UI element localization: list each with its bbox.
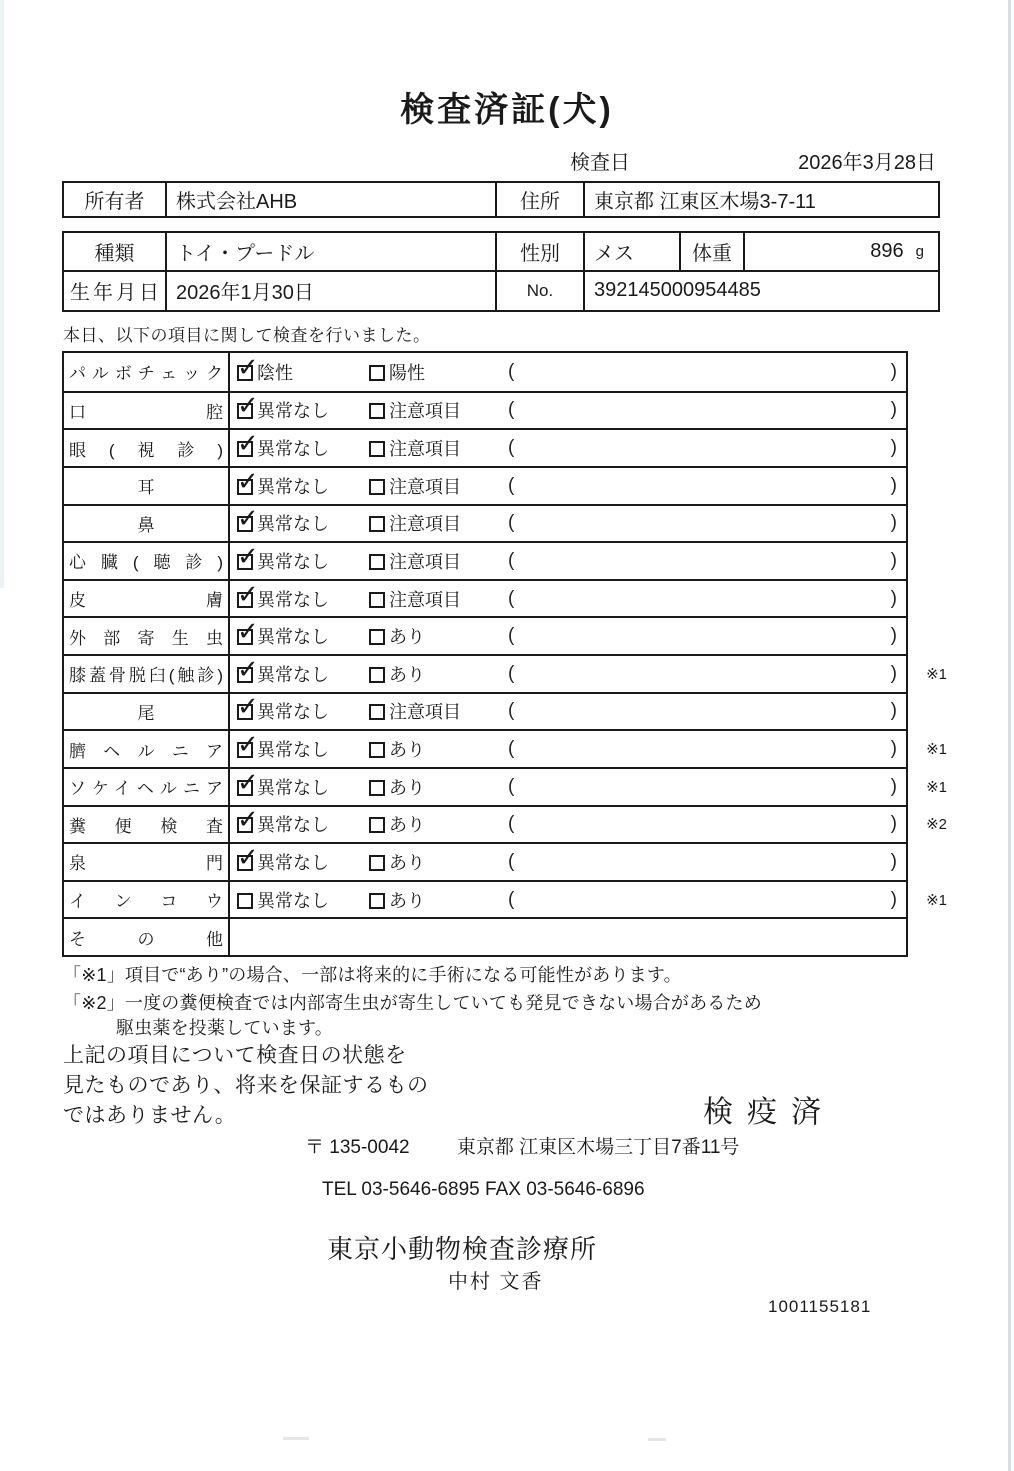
paren-open: ( (508, 700, 515, 722)
exam-option-label: 注意項目 (389, 551, 461, 572)
exam-option-label: 異常なし (257, 815, 329, 836)
exam-option (237, 811, 329, 837)
exam-row (64, 428, 906, 466)
veterinarian-name: 中村 文香 (448, 1271, 544, 1293)
exam-row (64, 767, 947, 805)
paren-close: ) (890, 888, 897, 910)
paren-close: ) (890, 813, 897, 835)
sex-value: メス (585, 233, 681, 270)
exam-row (64, 880, 947, 918)
exam-row (64, 579, 906, 617)
exam-option (369, 887, 425, 913)
exam-option-label: 異常なし (257, 702, 329, 723)
exam-item-label: 臍ヘルニア (64, 731, 230, 767)
quarantine-stamp: 検疫済 (703, 1096, 835, 1129)
exam-option (369, 698, 461, 724)
paren-close: ) (890, 474, 897, 496)
breed-label: 種類 (64, 233, 167, 270)
owner-table (62, 181, 940, 218)
exam-item-label: 心臓(聴診) (64, 543, 230, 579)
exam-option-label: あり (389, 777, 425, 798)
exam-option-label: 異常なし (257, 777, 329, 798)
paren-close: ) (890, 850, 897, 872)
exam-option (237, 887, 329, 913)
exam-option-label: 異常なし (257, 439, 329, 460)
exam-option (369, 736, 425, 762)
exam-row-content (230, 769, 947, 805)
sex-label: 性別 (497, 233, 585, 270)
exam-row-content (230, 393, 906, 429)
exam-row (64, 842, 906, 880)
checkbox-icon (369, 592, 385, 608)
exam-item-label: 耳 (64, 468, 230, 504)
owner-value: 株式会社AHB (167, 183, 497, 216)
checkbox-icon (369, 742, 385, 758)
paren-close: ) (890, 738, 897, 760)
exam-option-label: あり (389, 664, 425, 685)
checkbox-icon (369, 365, 385, 381)
clinic-address: 東京都 江東区木場三丁目7番11号 (456, 1137, 740, 1158)
checkbox-icon (369, 479, 385, 495)
checkbox-icon (369, 817, 385, 833)
note-ref: ※1 (926, 741, 947, 759)
checkbox-icon (369, 516, 385, 532)
exam-option (237, 359, 293, 385)
exam-item-label: 糞便検査 (64, 807, 230, 843)
checkbox-checked-icon (237, 855, 253, 871)
exam-option (369, 435, 461, 461)
exam-option-label: 注意項目 (389, 476, 461, 497)
paren-close: ) (890, 399, 897, 421)
exam-option (237, 736, 329, 762)
exam-option-label: 異常なし (257, 627, 329, 648)
address-value: 東京都 江東区木場3-7-11 (594, 191, 816, 213)
exam-option (369, 510, 461, 536)
exam-option-label: 異常なし (257, 401, 329, 422)
exam-option-label: あり (389, 852, 425, 873)
paren-open: ( (508, 474, 515, 496)
exam-option-label: 異常なし (257, 551, 329, 572)
checkbox-checked-icon (237, 592, 253, 608)
exam-option (369, 811, 425, 837)
exam-option (369, 473, 461, 499)
exam-option (237, 397, 329, 423)
exam-option-label: 注意項目 (389, 439, 461, 460)
owner-label: 所有者 (64, 183, 167, 216)
paren-close: ) (890, 625, 897, 647)
exam-row (64, 466, 906, 504)
exam-row (64, 917, 906, 955)
exam-option (237, 510, 329, 536)
footnote-2-line1: 「※2」一度の糞便検査では内部寄生虫が寄生していても発見できない場合があるため (63, 993, 762, 1013)
checkbox-checked-icon (237, 780, 253, 796)
pet-info-table (62, 231, 940, 312)
note-ref: ※2 (926, 816, 947, 834)
exam-option-label: 異常なし (257, 740, 329, 761)
paren-close: ) (890, 587, 897, 609)
exam-item-label: 尾 (64, 694, 230, 730)
exam-item-label: 眼(視診) (64, 430, 230, 466)
checkbox-icon (369, 780, 385, 796)
exam-option-label: 異常なし (257, 890, 329, 911)
exam-row (64, 654, 947, 692)
no-label: No. (497, 272, 585, 311)
note-ref: ※1 (926, 891, 947, 909)
document-number: 1001155181 (768, 1297, 872, 1316)
paren-open: ( (508, 738, 515, 760)
page-title: 検査済証(犬) (400, 91, 614, 129)
scan-speck-artifact (648, 1438, 666, 1441)
checkbox-icon (237, 893, 253, 909)
paren-close: ) (890, 549, 897, 571)
checkbox-checked-icon (237, 516, 253, 532)
paren-open: ( (508, 775, 515, 797)
exam-option (237, 623, 329, 649)
address-label: 住所 (497, 183, 585, 216)
exam-option-label: 異常なし (257, 476, 329, 497)
scan-speck-artifact (283, 1437, 309, 1440)
exam-option-label: 注意項目 (389, 702, 461, 723)
postal-code: 〒 135-0042 (305, 1137, 410, 1158)
exam-row (64, 391, 906, 429)
clinic-postal-address (305, 1132, 739, 1159)
exam-row (64, 353, 906, 391)
exam-row-content (230, 543, 906, 579)
checkbox-icon (369, 554, 385, 570)
exam-option (237, 586, 329, 612)
checkbox-icon (369, 855, 385, 871)
exam-option (369, 397, 461, 423)
pet-info-row-2 (64, 272, 938, 311)
exam-option-label: 異常なし (257, 589, 329, 610)
exam-option (237, 435, 329, 461)
exam-option (369, 849, 425, 875)
exam-item-label: 泉門 (64, 844, 230, 880)
checkbox-icon (369, 893, 385, 909)
checkbox-checked-icon (237, 403, 253, 419)
weight-unit: g (915, 242, 924, 260)
exam-row (64, 616, 906, 654)
checkbox-icon (369, 441, 385, 457)
pet-info-row-1 (64, 233, 938, 272)
exam-item-label: インコウ (64, 882, 230, 918)
weight-value: 896 g (870, 239, 924, 262)
breed-value: トイ・プードル (167, 233, 497, 270)
exam-row (64, 541, 906, 579)
exam-item-label: 外部寄生虫 (64, 618, 230, 654)
inspection-date-label: 検査日 (570, 152, 630, 174)
exam-option (369, 548, 461, 574)
checkbox-checked-icon (237, 554, 253, 570)
paren-open: ( (508, 549, 515, 571)
exam-row-content (230, 731, 947, 767)
checkbox-icon (369, 667, 385, 683)
paren-open: ( (508, 360, 515, 382)
exam-row (64, 805, 947, 843)
exam-row-content (230, 430, 906, 466)
exam-option-label: あり (389, 815, 425, 836)
checkbox-checked-icon (237, 667, 253, 683)
exam-row-content (230, 807, 947, 843)
exam-option-label: 異常なし (257, 664, 329, 685)
inspection-date-value: 2026年3月28日 (798, 152, 936, 174)
exam-row-content (230, 506, 906, 542)
checkbox-icon (369, 704, 385, 720)
exam-option (237, 698, 329, 724)
footnote-2-line2: 駆虫薬を投薬しています。 (116, 1018, 333, 1038)
paren-open: ( (508, 587, 515, 609)
exam-item-label: ソケイヘルニア (64, 769, 230, 805)
paren-close: ) (890, 662, 897, 684)
paren-close: ) (890, 700, 897, 722)
checkbox-checked-icon (237, 817, 253, 833)
exam-option-label: あり (389, 740, 425, 761)
checkbox-icon (369, 403, 385, 419)
paren-open: ( (508, 437, 515, 459)
paren-open: ( (508, 888, 515, 910)
checkbox-icon (369, 629, 385, 645)
disclaimer-text: 上記の項目について検査日の状態を 見たものであり、将来を保証するもの ではありません。 (63, 1044, 429, 1127)
clinic-name: 東京小動物検査診療所 (327, 1234, 598, 1264)
paren-open: ( (508, 625, 515, 647)
paren-close: ) (890, 360, 897, 382)
exam-row-content (230, 919, 906, 955)
exam-row-content (230, 468, 906, 504)
paren-close: ) (890, 775, 897, 797)
note-ref: ※1 (926, 665, 947, 683)
clinic-tel-fax: TEL 03-5646-6895 FAX 03-5646-6896 (322, 1179, 645, 1200)
exam-option (237, 661, 329, 687)
weight-label: 体重 (681, 233, 745, 270)
exam-row (64, 692, 906, 730)
exam-row-content (230, 844, 906, 880)
exam-option (237, 774, 329, 800)
paren-open: ( (508, 399, 515, 421)
checkbox-checked-icon (237, 365, 253, 381)
paren-open: ( (508, 662, 515, 684)
exam-row-content (230, 618, 906, 654)
exam-table (62, 351, 947, 957)
exam-row-content (230, 581, 906, 617)
checkbox-checked-icon (237, 441, 253, 457)
exam-row-content (230, 656, 947, 692)
exam-option-label: 陽性 (389, 362, 425, 383)
exam-item-label: 膝蓋骨脱臼(触診) (64, 656, 230, 692)
paren-open: ( (508, 850, 515, 872)
exam-row (64, 729, 947, 767)
paren-open: ( (508, 813, 515, 835)
paren-open: ( (508, 512, 515, 534)
checkbox-checked-icon (237, 704, 253, 720)
exam-option (369, 359, 425, 385)
exam-option (237, 849, 329, 875)
exam-option-label: 注意項目 (389, 514, 461, 535)
scan-edge-artifact (1008, 0, 1011, 1471)
exam-item-label: 皮膚 (64, 581, 230, 617)
exam-item-label: 鼻 (64, 506, 230, 542)
exam-option-label: 陰性 (257, 362, 293, 383)
exam-option (237, 548, 329, 574)
exam-option-label: あり (389, 890, 425, 911)
checkbox-checked-icon (237, 629, 253, 645)
exam-row-content (230, 694, 906, 730)
exam-option (369, 661, 425, 687)
exam-item-label: パルボチェック (64, 353, 230, 391)
exam-option-label: あり (389, 627, 425, 648)
exam-option (369, 774, 425, 800)
exam-row-content (230, 882, 947, 918)
exam-option (237, 473, 329, 499)
checkbox-checked-icon (237, 479, 253, 495)
exam-row-content (230, 353, 906, 391)
exam-item-label: その他 (64, 919, 230, 955)
exam-option-label: 異常なし (257, 514, 329, 535)
exam-row (64, 504, 906, 542)
exam-intro-text: 本日、以下の項目に関して検査を行いました。 (63, 326, 431, 345)
checkbox-checked-icon (237, 742, 253, 758)
exam-option-label: 異常なし (257, 852, 329, 873)
no-value: 392145000954485 (594, 279, 761, 302)
footnote-1: 「※1」項目で“あり”の場合、一部は将来的に手術になる可能性があります。 (63, 965, 682, 985)
exam-option-label: 注意項目 (389, 401, 461, 422)
paren-close: ) (890, 512, 897, 534)
note-ref: ※1 (926, 778, 947, 796)
paren-close: ) (890, 437, 897, 459)
birthdate-value: 2026年1月30日 (167, 272, 497, 311)
birthdate-label: 生年月日 (64, 272, 167, 311)
exam-option (369, 623, 425, 649)
exam-item-label: 口腔 (64, 393, 230, 429)
exam-option-label: 注意項目 (389, 589, 461, 610)
exam-option (369, 586, 461, 612)
